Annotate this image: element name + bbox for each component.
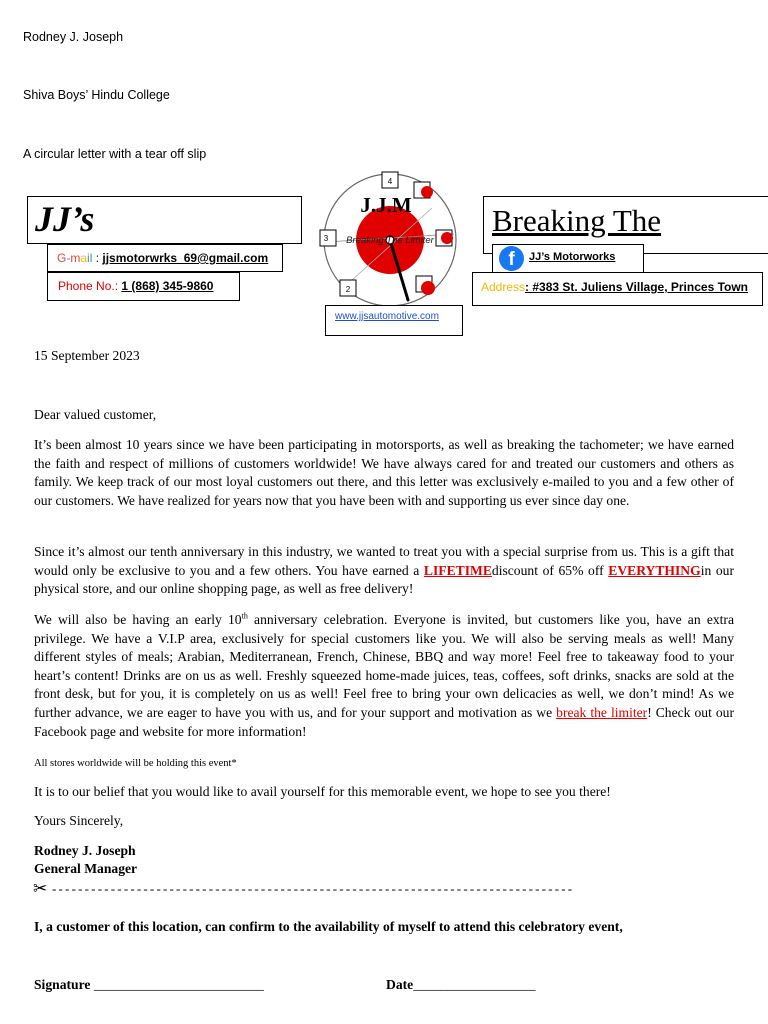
jjm-logo [312,168,468,308]
gmail-label [57,251,92,265]
address-box [472,272,763,306]
facebook-icon[interactable]: f [499,246,524,271]
facebook-box [492,244,644,273]
cut-line: -------------------------------------------------------------------------------- [52,881,575,896]
gmail-label-letter: m [70,251,81,265]
lifetime-highlight: LIFETIME [423,562,492,578]
slogan-text: Breaking The [492,203,662,238]
gmail-label-letter: - [66,251,71,265]
logo-red-dot [441,232,453,244]
logo-red-dot [421,186,433,198]
email-link[interactable]: jjsmotorwrks_69@gmail.com [102,251,269,265]
signature-field[interactable]: _________________________ [93,977,264,992]
tachometer-logo-graphic [312,168,468,308]
scissors-icon: ✂ [33,879,48,898]
closing: Yours Sincerely, [34,813,124,828]
date-field[interactable]: __________________ [413,977,536,992]
address-label: Address [481,280,526,294]
school-name: Shiva Boys’ Hindu College [23,88,170,102]
address-value: : #383 St. Juliens Village, Princes Town [525,280,749,294]
paragraph-3-text-a: We will also be having an early 10 [34,612,242,627]
gmail-label-letter: l [89,251,93,265]
assignment-title: A circular letter with a tear off slip [23,147,207,161]
paragraph-1-text: It’s been almost 10 years since we have been participating in motorsports, as well as breaking the tachometer; we have earned the faith and respect of millions of customers worldwide! We have always cared for and treated our customers and others as family. We keep track of our most loyal customers out there, and this letter was exclusively e-mailed to you and a few other of our customers. We have realized for years now that you have been with and supporting us ever since day one. [34,437,734,508]
signer-name: Rodney J. Joseph [34,843,136,858]
salutation: Dear valued customer, [34,407,157,422]
logo-dial-number: 2 [345,285,351,294]
logo-tagline: Breaking The Limiter [346,235,434,246]
paragraph-2 [34,543,734,599]
logo-dial-number: 4 [387,177,393,186]
phone-separator: : [114,279,122,293]
date-line [386,977,536,993]
signer-title: General Manager [34,861,138,876]
facebook-page-link[interactable]: JJ’s Motorworks [529,251,616,263]
email-box [47,244,283,272]
website-box [325,305,463,336]
letter-date: 15 September 2023 [34,348,140,363]
paragraph-3-text-b: anniversary celebration. Everyone is invited, but customers like you, have an extra privilege. We have a V.I.P area, exclusively for special customers like you. We will also be serving meals as well! Many different styles of meals; Arabian, Mediterranean, French, Chinese, BBQ and way more! Feel free to takeaway food to your heart’s content! Drinks are on us as well. Freshly squeezed home-made juices, teas, coffees, soft drinks, snacks are sold at the front desk, but for you, it is completely on us as well! Feel free to bring your own delicacies as well, we don’t mind! As we further advance, we are eager to have you with us, and for your support and motivation as we [34,612,734,720]
company-name: JJ’s [35,199,95,239]
company-name-box [27,196,302,244]
phone-label: Phone No. [58,279,115,293]
phone-box [47,272,240,301]
date-label: Date [386,977,414,992]
signature-line [34,977,264,993]
attendance-confirmation: I, a customer of this location, can confirm to the availability of myself to attend this celebratory event, [34,919,623,934]
signature-label: Signature [34,977,91,992]
paragraph-2-text-b: discount of 65% off [491,562,609,578]
gmail-label-letter: a [80,251,88,265]
logo-title: J.J.M [360,193,412,217]
author-name: Rodney J. Joseph [23,30,124,44]
logo-red-dot [421,281,435,295]
paragraph-2-text-c: in our physical store, and our online shopping page, as well as free delivery! [34,562,734,597]
gmail-label-letter: G [57,251,67,265]
logo-dial-number: 3 [323,234,329,243]
paragraph-3-text-c: ! Check out our Facebook page and website for more information! [34,704,734,739]
event-footnote: All stores worldwide will be holding this event* [34,758,237,769]
break-the-limiter-link[interactable]: break the limiter [556,704,648,720]
email-separator: : [92,251,103,265]
everything-highlight: EVERYTHING [608,562,701,578]
ordinal-suffix: th [241,611,248,621]
paragraph-4: It is to our belief that you would like to avail yourself for this memorable event, we hope to see you there! [34,784,611,799]
phone-value[interactable]: 1 (868) 345-9860 [121,279,214,293]
gmail-label-letter: i [87,251,90,265]
paragraph-2-text-a: Since it’s almost our tenth anniversary in this industry, we wanted to treat you with a special surprise from us. This is a gift that would only be exclusive to you and a few others. You have earned a [34,544,734,578]
website-link[interactable]: www.jjsautomotive.com [335,311,439,322]
paragraph-3 [34,611,734,741]
paragraph-1 [34,436,734,510]
